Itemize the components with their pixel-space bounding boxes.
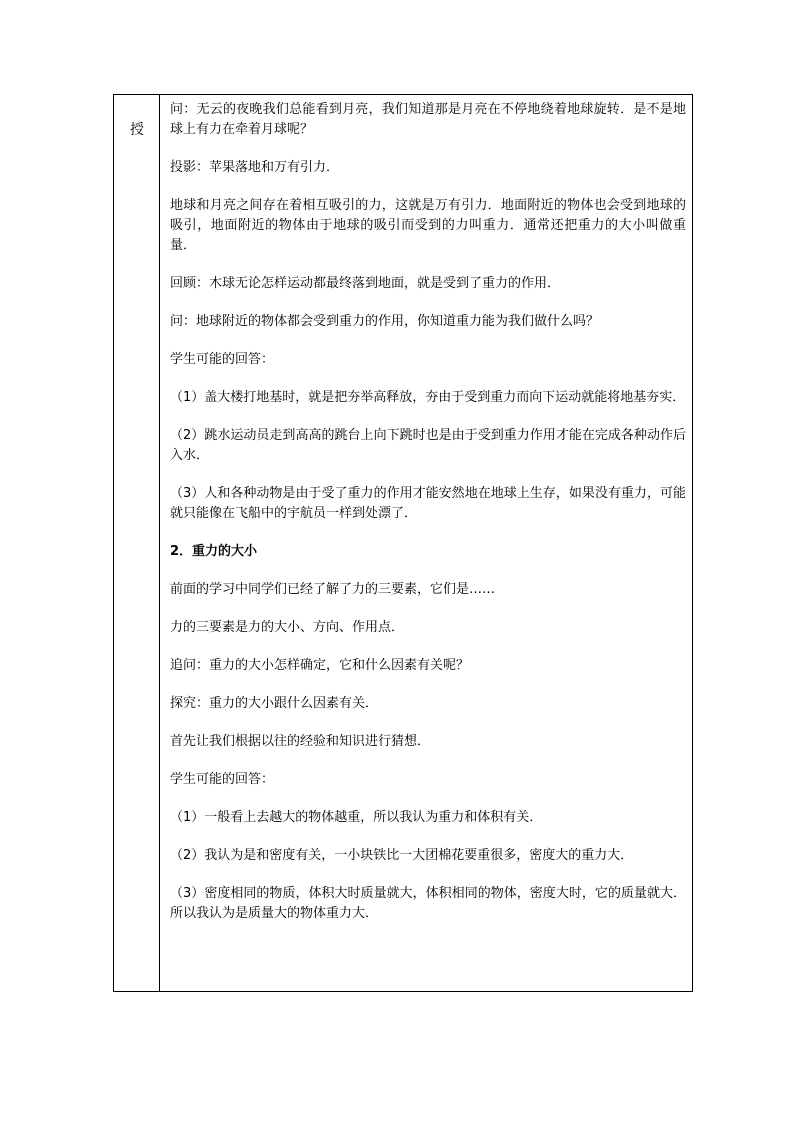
- three-elements-paragraph: 力的三要素是力的大小、方向、作用点．: [170, 620, 405, 635]
- answer-1-paragraph: （1）盖大楼打地基时，就是把夯举高释放，夯由于受到重力而向下运动就能将地基夯实．: [170, 390, 686, 405]
- guess-paragraph: 首先让我们根据以往的经验和知识进行猜想．: [170, 734, 431, 749]
- lesson-table: [113, 94, 693, 992]
- projection-paragraph: 投影：苹果落地和万有引力．: [170, 160, 340, 175]
- question-moon-paragraph: 问：无云的夜晚我们总能看到月亮，我们知道那是月亮在不停地绕着地球旋转．是不是地球上有力在牵着月球呢？: [170, 102, 686, 137]
- answer-3-paragraph: （3）人和各种动物是由于受了重力的作用才能安然地在地球上生存，如果没有重力，可能就只能像在飞船中的宇航员一样到处漂了．: [170, 486, 686, 521]
- follow-up-question-paragraph: 追问：重力的大小怎样确定，它和什么因素有关呢？: [170, 658, 470, 673]
- review-paragraph: 回顾：木球无论怎样运动都最终落到地面，就是受到了重力的作用．: [170, 276, 561, 291]
- gravitation-explanation-paragraph: 地球和月亮之间存在着相互吸引的力，这就是万有引力．地面附近的物体也会受到地球的吸引，地面附近的物体由于地球的吸引而受到的力叫重力．通常还把重力的大小叫做重量．: [170, 198, 686, 253]
- student-answers-label-2: 学生可能的回答：: [170, 772, 275, 787]
- three-elements-intro-paragraph: 前面的学习中同学们已经了解了力的三要素，它们是……: [170, 582, 496, 597]
- question-gravity-use-paragraph: 问：地球附近的物体都会受到重力的作用，你知道重力能为我们做什么吗？: [170, 314, 600, 329]
- guess-answer-3-paragraph: （3）密度相同的物质，体积大时质量就大，体积相同的物体，密度大时，它的质量就大．所以我认为是质量大的物体重力大．: [170, 886, 686, 921]
- student-answers-label: 学生可能的回答：: [170, 352, 275, 367]
- guess-answer-1-paragraph: （1）一般看上去越大的物体越重，所以我认为重力和体积有关．: [170, 810, 543, 825]
- section-label-cell: [114, 95, 160, 991]
- section-label: 授: [130, 122, 144, 138]
- content-cell: [160, 95, 692, 991]
- section-heading-gravity-size: 2．重力的大小: [170, 544, 258, 559]
- answer-2-paragraph: （2）跳水运动员走到高高的跳台上向下跳时也是由于受到重力作用才能在完成各种动作后入水．: [170, 428, 686, 463]
- guess-answer-2-paragraph: （2）我认为是和密度有关，一小块铁比一大团棉花要重很多，密度大的重力大．: [170, 848, 634, 863]
- explore-paragraph: 探究：重力的大小跟什么因素有关．: [170, 696, 379, 711]
